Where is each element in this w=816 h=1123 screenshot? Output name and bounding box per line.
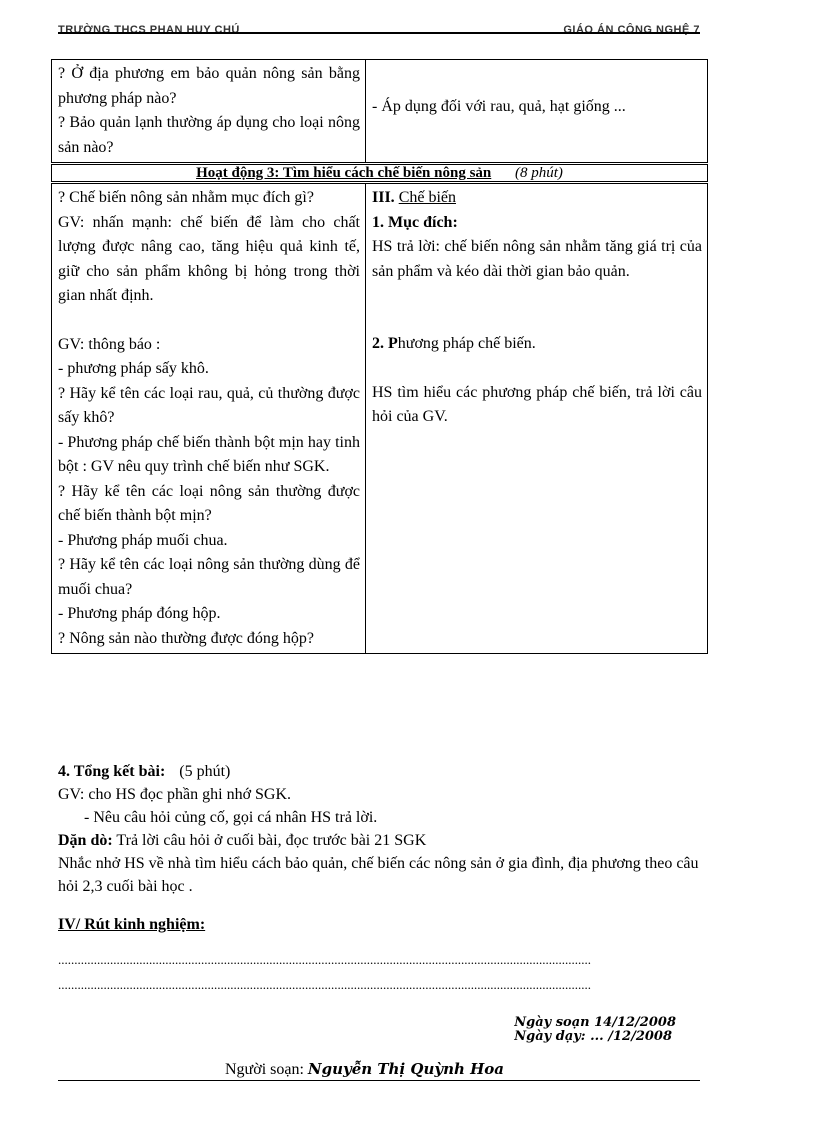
activity-3-title: Hoạt động 3: Tìm hiểu cách chế biến nông sản bbox=[196, 165, 492, 181]
summary-bullet: - Nêu câu hỏi củng cố, gọi cá nhân HS trả lời. bbox=[84, 809, 378, 826]
author-line bbox=[225, 1060, 504, 1079]
homework-text: Trả lời câu hỏi ở cuối bài, đọc trước bài 21 SGK bbox=[112, 832, 427, 849]
page-header bbox=[58, 24, 700, 40]
teach-date: Ngày dạy: ... /12/2008 bbox=[514, 1029, 673, 1044]
question-flour: ? Hãy kể tên các loại nông sản thường được chế biến thành bột mịn? bbox=[58, 482, 360, 524]
dates-block bbox=[514, 1016, 676, 1044]
activity-3-heading bbox=[52, 164, 708, 183]
footer-rule bbox=[58, 1080, 700, 1081]
activity-row bbox=[52, 164, 708, 183]
section-heading bbox=[372, 186, 702, 211]
subject-title: GIÁO ÁN CÔNG NGHỆ 7 bbox=[563, 24, 700, 36]
prep-date: Ngày soạn 14/12/2008 bbox=[514, 1015, 676, 1030]
question-canning: ? Nông sản nào thường được đóng hộp? bbox=[58, 629, 314, 647]
homework-label: Dặn dò: bbox=[58, 832, 113, 849]
homework-line bbox=[58, 829, 708, 852]
method-drying: - phương pháp sấy khô. bbox=[58, 360, 209, 377]
experience-line-2: .................................................................................................................................................................... bbox=[58, 977, 591, 992]
author-name: Nguyễn Thị Quỳnh Hoa bbox=[307, 1060, 505, 1078]
summary-line-1: GV: cho HS đọc phần ghi nhớ SGK. bbox=[58, 786, 292, 803]
row2-left-cell bbox=[52, 183, 366, 654]
spacer bbox=[372, 357, 702, 381]
summary-time: (5 phút) bbox=[179, 763, 231, 780]
method-canning: - Phương pháp đóng hộp. bbox=[58, 605, 221, 622]
summary-heading: 4. Tổng kết bài: bbox=[58, 763, 166, 780]
question-pickling: ? Hãy kể tên các loại nông sản thường dùng để muối chua? bbox=[58, 556, 360, 598]
question-purpose: ? Chế biến nông sản nhằm mục đích gì? bbox=[58, 189, 314, 206]
spacer bbox=[372, 308, 702, 332]
method-pickling: - Phương pháp muối chua. bbox=[58, 531, 228, 549]
section-number: III. bbox=[372, 189, 395, 206]
method-flour: - Phương pháp chế biến thành bột mịn hay tinh bột : GV nêu quy trình chế biến như SGK. bbox=[58, 433, 360, 475]
experience-line-1: .................................................................................................................................................................... bbox=[58, 952, 591, 967]
question-storage-method: ? Ở địa phương em bảo quản nông sản bằng phương pháp nào? bbox=[58, 65, 360, 107]
spacer bbox=[58, 309, 360, 333]
row2-right-cell bbox=[366, 183, 708, 654]
section-title: Chế biến bbox=[398, 189, 457, 206]
table-row bbox=[52, 183, 708, 654]
spacer bbox=[372, 284, 702, 308]
lesson-summary bbox=[58, 760, 708, 898]
school-name: TRƯỜNG THCS PHAN HUY CHÚ bbox=[58, 24, 240, 36]
method-heading-prefix: 2. P bbox=[372, 335, 398, 352]
method-heading-rest: hương pháp chế biến. bbox=[397, 335, 536, 352]
method-answer: HS tìm hiểu các phương pháp chế biến, trả lời câu hỏi của GV. bbox=[372, 383, 702, 425]
activity-3-time: (8 phút) bbox=[515, 165, 563, 181]
reminder-text: Nhắc nhở HS về nhà tìm hiểu cách bảo quản, chế biến các nông sản ở gia đình, địa phương theo câu hỏi 2,3 cuối bài học . bbox=[58, 855, 699, 895]
purpose-heading: 1. Mục đích: bbox=[372, 213, 458, 231]
teacher-emphasis: GV: nhấn mạnh: chế biến để làm cho chất lượng được nâng cao, tăng hiệu quả kinh tế, giữ cho sản phẩm không bị hỏng trong thời gian nhất định. bbox=[58, 213, 360, 304]
method-heading bbox=[372, 332, 702, 357]
table-row bbox=[52, 60, 708, 164]
purpose-answer: HS trả lời: chế biến nông sản nhằm tăng giá trị của sản phẩm và kéo dài thời gian bảo quản. bbox=[372, 238, 702, 280]
experience-heading: IV/ Rút kinh nghiệm: bbox=[58, 916, 206, 933]
question-cold-storage: ? Bảo quản lạnh thường áp dụng cho loại nông sản nào? bbox=[58, 114, 360, 156]
row1-right-cell bbox=[366, 60, 708, 164]
teacher-announce: GV: thông báo : bbox=[58, 335, 161, 353]
lesson-table bbox=[51, 59, 708, 654]
answer-cold-storage: - Áp dụng đối với rau, quả, hạt giống ... bbox=[372, 97, 626, 115]
header-rule bbox=[58, 32, 700, 34]
row1-left-cell bbox=[52, 60, 366, 164]
question-drying: ? Hãy kể tên các loại rau, quả, củ thường được sấy khô? bbox=[58, 384, 360, 426]
author-label: Người soạn: bbox=[225, 1061, 304, 1078]
summary-heading-line bbox=[58, 760, 708, 783]
